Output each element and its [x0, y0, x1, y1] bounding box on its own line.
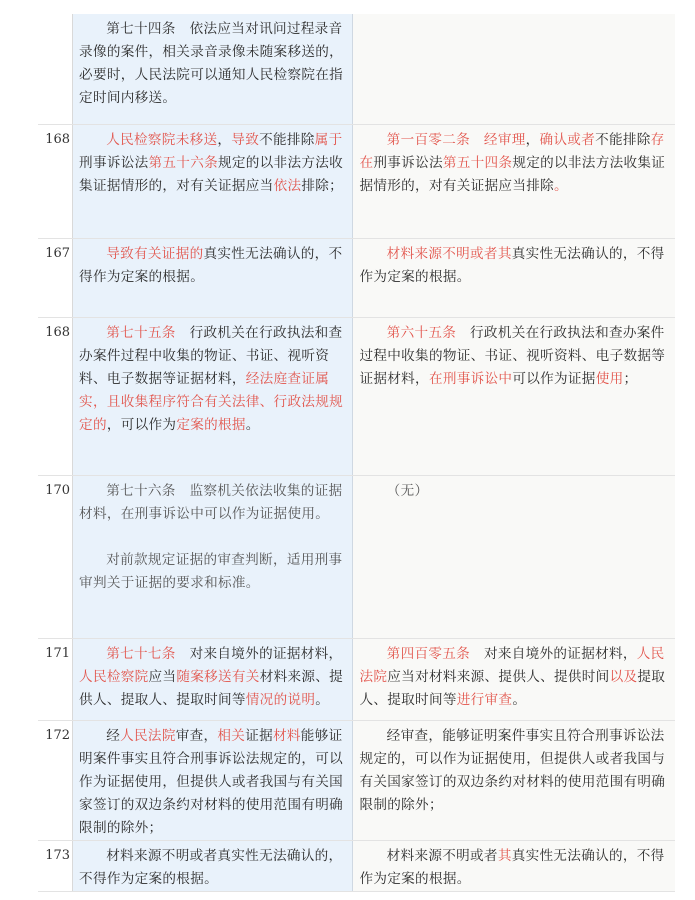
clause-text: [73, 721, 352, 840]
clause-segment: （无）: [386, 482, 429, 499]
clause-text: [73, 639, 352, 712]
highlighted-text: 人民检察院未移送: [106, 131, 218, 148]
new-text-cell: [73, 638, 353, 720]
highlighted-text: 依法: [273, 177, 302, 194]
clause-paragraph: [79, 845, 348, 891]
clause-text: [73, 125, 352, 198]
clause-segment: 经审查，能够证明案件事实且符合刑事诉讼法规定的，可以作为证据使用，但提供人或者我国与有关国家签订的双边条约对材料的使用范围有明确限制的除外；: [359, 727, 666, 813]
old-text-cell: [353, 638, 675, 720]
new-text-cell: [73, 124, 353, 238]
highlighted-text: 存在: [359, 131, 665, 171]
clause-text: [353, 14, 675, 18]
table-row: [38, 124, 675, 238]
old-text-cell: [353, 475, 675, 638]
clause-text: [73, 841, 352, 891]
article-number: 168: [38, 317, 73, 475]
clause-segment: 材料来源不明或者: [386, 847, 498, 864]
clause-text: [353, 639, 675, 712]
clause-segment: ，可以作为: [106, 416, 177, 433]
clause-segment: ，: [217, 131, 232, 148]
highlighted-text: 第五十四条: [442, 154, 513, 171]
clause-text: [353, 841, 675, 891]
highlighted-text: 。: [554, 177, 568, 194]
article-number: [38, 14, 73, 124]
highlighted-text: 人民法院: [120, 727, 176, 744]
highlighted-text: 情况的说明: [245, 691, 316, 708]
clause-paragraph: [359, 845, 671, 891]
clause-segment: 可以作为证据: [512, 370, 596, 387]
clause-text: [353, 476, 675, 503]
highlighted-text: 在刑事诉讼中: [428, 370, 513, 387]
new-text-cell: [73, 238, 353, 317]
old-text-cell: [353, 124, 675, 238]
clause-segment: 能够证明案件事实且符合刑事诉讼法规定的，可以作为证据使用，但提供人或者我国与有关国家签订的双边条约对材料的使用范围有明确限制的除外；: [79, 727, 344, 836]
clause-paragraph: [79, 322, 348, 437]
highlighted-text: 人民检察院: [79, 668, 149, 685]
clause-text: [353, 318, 675, 391]
clause-text: [73, 239, 352, 289]
highlighted-text: 第七十七条: [106, 645, 176, 662]
clause-segment: 应当: [148, 668, 177, 685]
highlighted-text: 进行审查: [456, 691, 513, 708]
new-text-cell: [73, 475, 353, 638]
clause-segment: 对来自境外的证据材料，: [175, 645, 343, 662]
highlighted-text: 材料来源不明或者其: [386, 245, 512, 262]
clause-paragraph: [79, 243, 348, 289]
table-row: [38, 720, 675, 840]
highlighted-text: 材料: [273, 727, 301, 744]
highlighted-text: 使用: [595, 370, 624, 387]
highlighted-text: 属于: [314, 131, 343, 148]
clause-segment: 规定的以非法方法收集证据情形的，对有关证据应当排除: [359, 154, 666, 194]
article-number: 173: [38, 840, 73, 891]
clause-paragraph: [79, 549, 348, 595]
old-text-cell: [353, 317, 675, 475]
clause-segment: 审查，: [175, 727, 218, 744]
clause-paragraph: [79, 725, 348, 840]
clause-segment: ，: [525, 131, 540, 148]
clause-paragraph: [79, 18, 348, 110]
clause-paragraph: [359, 480, 671, 503]
table-row: [38, 238, 675, 317]
clause-paragraph: [79, 480, 348, 526]
highlighted-text: 定案的根据: [176, 416, 246, 433]
highlighted-text: 以及: [609, 668, 638, 685]
new-text-cell: [73, 14, 353, 124]
clause-segment: 。: [512, 691, 527, 708]
highlighted-text: 第一百零二条 经审理: [386, 131, 526, 148]
clause-segment: 不能排除: [259, 131, 315, 148]
clause-segment: 排除；: [301, 177, 344, 194]
table-row: [38, 475, 675, 638]
clause-text: [353, 721, 675, 817]
clause-segment: 材料来源不明或者真实性无法确认的，不得作为定案的根据。: [79, 847, 343, 887]
new-text-cell: [73, 317, 353, 475]
table-row: [38, 317, 675, 475]
article-number: 168: [38, 124, 73, 238]
highlighted-text: 经法庭查证属实，且收集程序符合有关法律、行政法规规定的: [79, 370, 344, 433]
clause-text: [73, 318, 352, 437]
clause-segment: 证据: [245, 727, 273, 744]
highlighted-text: 第六十五条: [386, 324, 457, 341]
clause-segment: 真实性无法确认的，不得作为定案的根据。: [79, 245, 343, 285]
highlighted-text: 导致: [231, 131, 260, 148]
clause-text: [73, 14, 352, 110]
clause-paragraph: [359, 322, 671, 391]
clause-segment: 对前款规定证据的审查判断，适用刑事审判关于证据的要求和标准。: [79, 551, 343, 591]
clause-segment: 真实性无法确认的，不得作为定案的根据。: [359, 245, 665, 285]
article-number: 167: [38, 238, 73, 317]
comparison-table-body: [38, 14, 675, 891]
highlighted-text: 相关: [217, 727, 246, 744]
article-number: 171: [38, 638, 73, 720]
clause-paragraph: [359, 243, 671, 289]
clause-text: [73, 476, 352, 595]
highlighted-text: 第七十五条: [106, 324, 176, 341]
clause-paragraph: [79, 129, 348, 198]
clause-segment: ；: [623, 370, 638, 387]
old-text-cell: [353, 720, 675, 840]
clause-segment: 规定的以非法方法收集证据情形的，对有关证据应当: [79, 154, 344, 194]
highlighted-text: 人民法院: [359, 645, 665, 685]
old-text-cell: [353, 840, 675, 891]
clause-text: [353, 239, 675, 289]
clause-segment: 对来自境外的证据材料，: [470, 645, 637, 662]
clause-segment: 经: [106, 727, 121, 744]
clause-segment: 真实性无法确认的，不得作为定案的根据。: [359, 847, 665, 887]
table-row: [38, 14, 675, 124]
clause-segment: 行政机关在行政执法和查办案件过程中收集的物证、书证、视听资料、电子数据等证据材料，: [79, 324, 343, 387]
clause-segment: 不能排除: [595, 131, 651, 148]
clause-segment: 刑事诉讼法: [373, 154, 443, 171]
clause-text: [353, 125, 675, 198]
clause-segment: 第七十四条 依法应当对讯问过程录音录像的案件，相关录音录像未随案移送的，必要时，人民法院可以通知人民检察院在指定时间内移送。: [79, 21, 344, 106]
old-text-cell: [353, 14, 675, 124]
clause-segment: 行政机关在行政执法和查办案件过程中收集的物证、书证、视听资料、电子数据等证据材料，: [359, 324, 666, 387]
clause-paragraph: [359, 643, 671, 712]
clause-segment: 材料来源、提供人、提取人、提取时间等: [79, 668, 344, 708]
article-number: 170: [38, 475, 73, 638]
clause-segment: 第七十六条 监察机关依法收集的证据材料，在刑事诉讼中可以作为证据使用。: [79, 482, 343, 522]
new-text-cell: [73, 840, 353, 891]
old-text-cell: [353, 238, 675, 317]
table-row: [38, 840, 675, 891]
clause-paragraph: [359, 725, 671, 817]
highlighted-text: 第五十六条: [148, 154, 218, 171]
clause-paragraph: [359, 129, 671, 198]
comparison-sheet: [38, 14, 675, 892]
highlighted-text: 其: [497, 847, 512, 864]
clause-segment: 。: [245, 416, 260, 433]
highlighted-text: 导致有关证据的: [106, 245, 204, 262]
article-number: 172: [38, 720, 73, 840]
clause-segment: 。: [315, 691, 330, 708]
clause-segment: 刑事诉讼法: [79, 154, 149, 171]
new-text-cell: [73, 720, 353, 840]
highlighted-text: 第四百零五条: [386, 645, 471, 662]
clause-segment: 提取人、提取时间等: [359, 668, 666, 708]
clause-paragraph: [79, 643, 348, 712]
highlighted-text: 随案移送有关: [176, 668, 260, 685]
clause-segment: 应当对材料来源、提供人、提供时间: [387, 668, 610, 685]
highlighted-text: 确认或者: [539, 131, 596, 148]
comparison-table: [38, 14, 675, 892]
table-row: [38, 638, 675, 720]
